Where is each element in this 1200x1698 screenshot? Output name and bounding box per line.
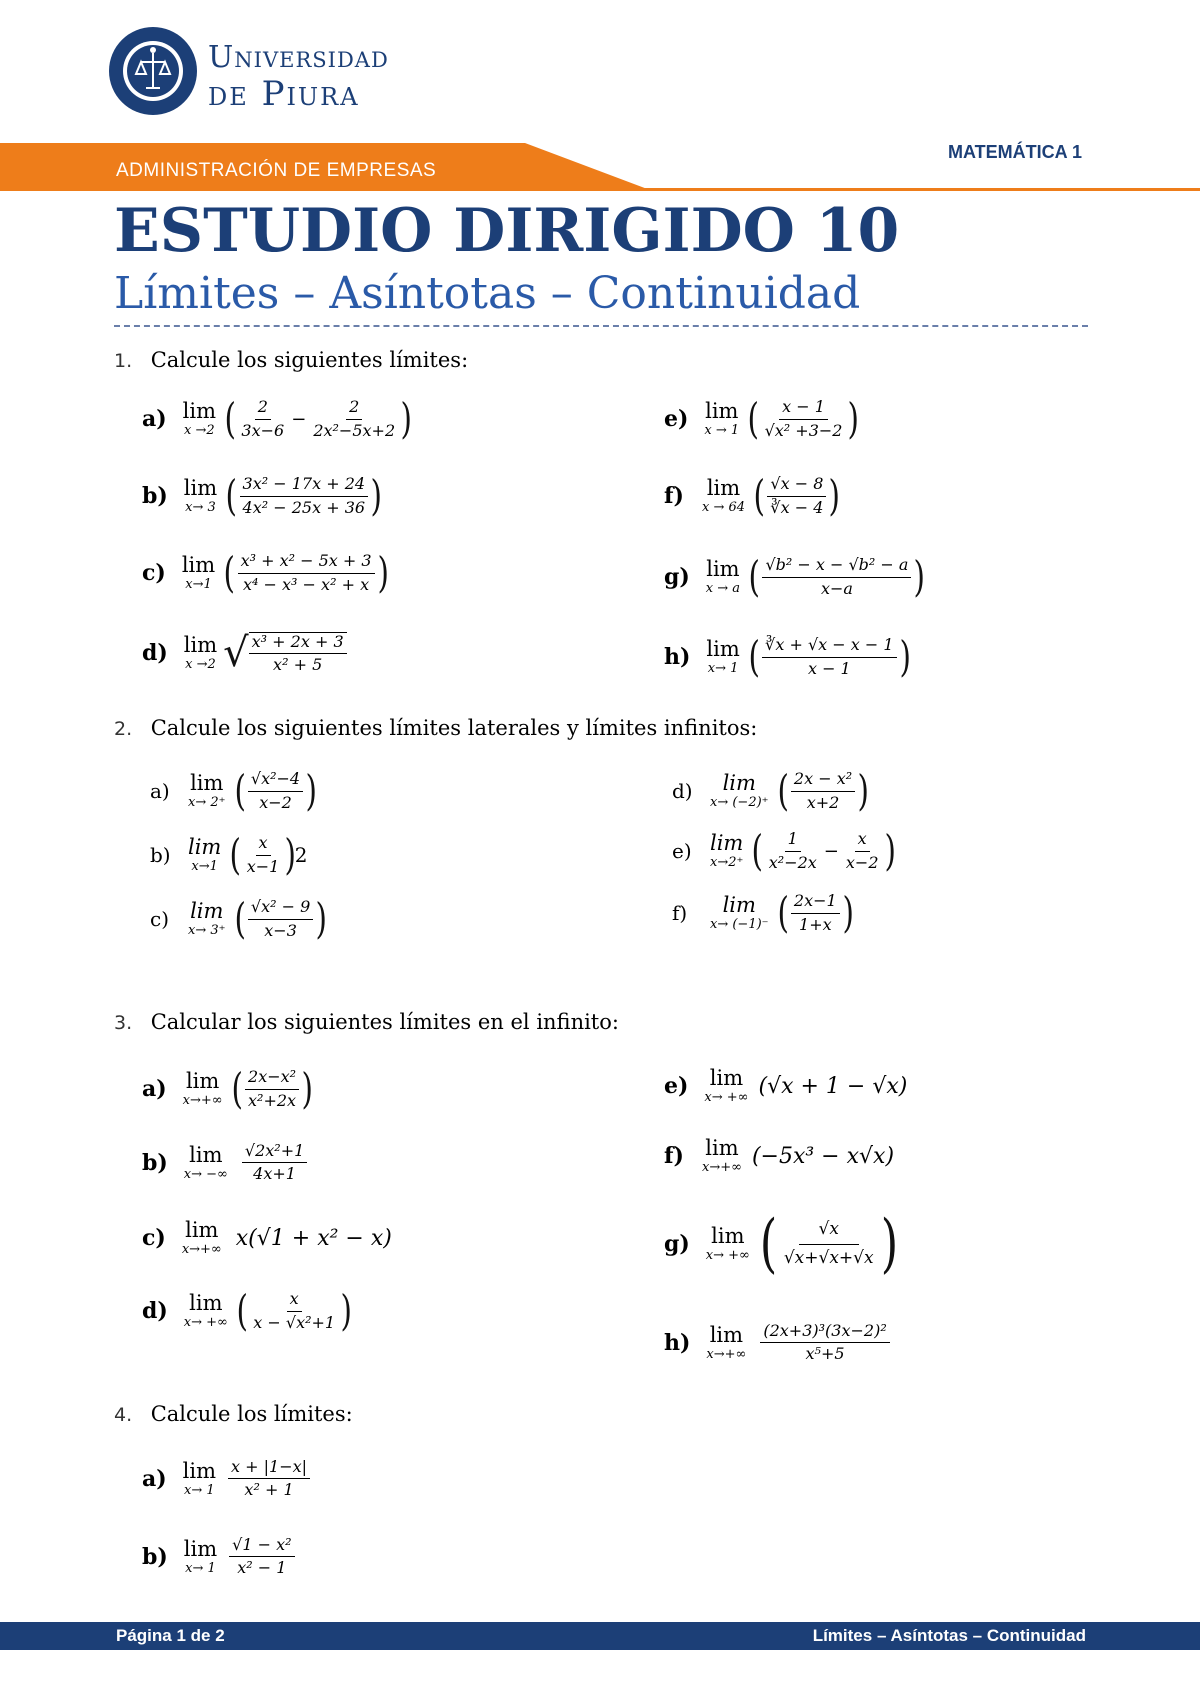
limit-operator: lim x→ 2⁺ [188, 771, 226, 810]
fraction: $\frac{\text{2x−x²}}{\text{x²+2x}}$ [245, 1068, 299, 1110]
question-3-heading [114, 1010, 619, 1034]
limit-operator: lim x →2 [183, 633, 218, 673]
q2-item-e: e) lim x→2⁺ ( $\frac{1}{\text{x²−2x}}$ − $\frac{x}{x-2}$ ) [672, 826, 896, 875]
fraction: $\frac{\text{3x² − 17x + 24}}{\text{4x² − 25x + 36}}$ [240, 475, 369, 517]
expression: (√x + 1 − √x) [758, 1073, 908, 1099]
q4-item-a [142, 1458, 310, 1500]
fraction: $\frac{∛x + √x - x - 1}{x - 1}$ [762, 636, 896, 678]
q3-item-e [664, 1068, 907, 1104]
limit-operator: lim x→+∞ [702, 1136, 742, 1175]
q1-item-c: c) lim x→1 ( $\frac{\text{x³ + x² − 5x + 3}}{\text{x⁴ − x³ − x² + x}}$ ) [142, 548, 389, 597]
limit-operator: lim x→ +∞ [704, 1066, 749, 1105]
fraction: $\frac{2}{3x-6}$ [241, 397, 285, 440]
question-text: Calcule los siguientes límites laterales y límites infinitos: [150, 716, 758, 740]
fraction: $\frac{√x - 8}{∛x - 4}$ [767, 475, 826, 517]
question-text: Calcular los siguientes límites en el infinito: [150, 1010, 619, 1034]
fraction: $\frac{\text{√1 − x²}}{\text{x² − 1}}$ [229, 1536, 294, 1578]
exponent: 2 [294, 843, 308, 867]
university-seal-icon [108, 26, 198, 116]
q2-item-d: d) lim x→ (−2)⁺ ( $\frac{\text{2x − x²}}{x+2}$ ) [672, 766, 870, 815]
limit-operator: lim x → 1 [704, 399, 740, 438]
q1-item-g: g) lim x → a ( $\frac{\text{√b² − x − √b² − a}}{x-a}$ ) [664, 552, 926, 601]
fraction: $\frac{\text{√x²−4}}{x-2}$ [248, 770, 303, 812]
item-label: a) [142, 1465, 167, 1492]
item-label: g) [664, 1231, 690, 1257]
item-label: h) [664, 644, 691, 670]
item-label: f) [672, 901, 688, 925]
fraction: $\frac{x - 1}{\text{√x² +3−2}}$ [764, 397, 843, 440]
item-label: d) [142, 1298, 168, 1324]
course-label: MATEMÁTICA 1 [948, 142, 1082, 162]
q1-item-b: b) lim x→ 3 ( $\frac{\text{3x² − 17x + 24}}{\text{4x² − 25x + 36}}$ ) [142, 471, 382, 520]
item-label: b) [142, 1149, 168, 1176]
item-label: e) [664, 406, 689, 432]
page-title: ESTUDIO DIRIGIDO 10 [114, 196, 900, 266]
title-divider [114, 325, 1088, 327]
q1-item-d: d) lim x →2 √ $\frac{\text{x³ + 2x + 3}}{\text{x² + 5}}$ [142, 632, 347, 675]
item-label: a) [142, 1076, 167, 1102]
fraction: $\frac{\text{x³ + 2x + 3}}{\text{x² + 5}}$ [249, 632, 347, 675]
question-number: 3. [114, 1012, 133, 1034]
q1-item-h: h) lim x→ 1 ( $\frac{∛x + √x - x - 1}{x - 1}$ ) [664, 632, 911, 681]
footer-page-number: Página 1 de 2 [116, 1626, 225, 1645]
q3-item-d: d) lim x→ +∞ ( $\frac{x}{\text{x − √x²+1}}$ ) [142, 1286, 353, 1335]
fraction: $\frac{1}{\text{x²−2x}}$ [768, 829, 817, 872]
question-4-heading [114, 1402, 353, 1426]
item-label: h) [664, 1329, 691, 1356]
limit-operator: lim x→2⁺ [710, 831, 744, 870]
item-label: f) [664, 483, 684, 509]
limit-operator: lim x →2 [182, 399, 217, 438]
q1-item-a: a) lim x →2 ( $\frac{2}{3x-6}$ − $\frac{2}{\text{2x²−5x+2}}$ ) [142, 394, 413, 443]
department-label: ADMINISTRACIÓN DE EMPRESAS [116, 160, 437, 181]
q2-item-f: f) lim x→ (−1)⁻ ( $\frac{2x-1}{1+x}$ ) [672, 888, 854, 937]
item-label: e) [672, 839, 692, 863]
logo-line-universidad: Universidad [208, 40, 389, 75]
fraction: $\frac{x}{x-2}$ [845, 829, 879, 872]
limit-operator: lim x→ 1 [183, 1536, 218, 1576]
page-subtitle: Límites – Asíntotas – Continuidad [114, 268, 861, 319]
q1-item-e: e) lim x → 1 ( $\frac{x - 1}{\text{√x² +3−2}}$ ) [664, 394, 860, 443]
limit-operator: lim x→ 1 [706, 637, 740, 676]
question-number: 1. [114, 350, 133, 372]
footer-topic: Límites – Asíntotas – Continuidad [812, 1626, 1086, 1645]
limit-operator: lim x→+∞ [182, 1069, 223, 1108]
item-label: b) [150, 843, 171, 867]
item-label: c) [142, 560, 166, 586]
item-label: b) [142, 483, 168, 509]
item-label: b) [142, 1543, 168, 1570]
q3-item-c [142, 1220, 392, 1256]
item-label: e) [664, 1073, 689, 1099]
question-text: Calcule los siguientes límites: [150, 348, 469, 372]
item-label: g) [664, 564, 690, 590]
q3-item-b [142, 1142, 307, 1184]
fraction: $\frac{\text{√b² − x − √b² − a}}{x-a}$ [762, 556, 911, 598]
item-label: d) [142, 640, 168, 667]
limit-operator: lim x→ 1 [182, 1458, 217, 1498]
fraction: $\frac{\text{2x − x²}}{x+2}$ [791, 770, 855, 812]
limit-operator: lim x→ −∞ [183, 1142, 228, 1182]
limit-operator: lim x→ (−1)⁻ [710, 893, 769, 932]
q2-item-a: a) lim x→ 2⁺ ( $\frac{\text{√x²−4}}{x-2}$ ) [150, 766, 318, 815]
question-2-heading [114, 716, 757, 740]
item-label: c) [142, 1225, 166, 1251]
item-label: a) [150, 779, 170, 803]
q1-item-f: f) lim x → 64 ( $\frac{√x - 8}{∛x - 4}$ ) [664, 471, 841, 520]
q2-item-b: b) lim x→1 ( $\frac{x}{x-1}$ ) 2 [150, 830, 308, 879]
item-label: f) [664, 1143, 684, 1169]
q3-item-g: g) lim x→ +∞ ( $\frac{√x}{√x+√x+√x}$ ) [664, 1207, 898, 1281]
fraction: $\frac{x + |1-x|}{\text{x² + 1}}$ [228, 1458, 310, 1500]
university-logo [108, 26, 389, 122]
limit-operator: lim x→ 3 [183, 476, 218, 515]
fraction: $\frac{2x-1}{1+x}$ [791, 892, 840, 934]
expression: (−5x³ − x√x) [751, 1143, 895, 1169]
question-number: 4. [114, 1404, 133, 1426]
fraction: $\frac{x}{\text{x − √x²+1}}$ [253, 1289, 336, 1332]
q3-item-h [664, 1322, 890, 1364]
expression: x(√1 + x² − x) [235, 1225, 392, 1251]
q4-item-b [142, 1536, 295, 1578]
limit-operator: lim x→ +∞ [705, 1224, 750, 1263]
limit-operator: lim x→ (−2)⁺ [710, 771, 769, 810]
limit-operator: lim x→+∞ [181, 1218, 222, 1257]
fraction: $\frac{\text{(2x+3)³(3x−2)²}}{\text{x⁵+5}}$ [760, 1322, 889, 1364]
fraction: $\frac{\text{√2x²+1}}{4x+1}$ [242, 1142, 307, 1184]
item-label: d) [672, 779, 693, 803]
question-1-heading [114, 348, 468, 372]
q3-item-a: a) lim x→+∞ ( $\frac{\text{2x−x²}}{\text{x²+2x}}$ ) [142, 1064, 313, 1113]
fraction: $\frac{2}{\text{2x²−5x+2}}$ [313, 397, 396, 440]
q3-item-f [664, 1138, 894, 1174]
fraction: $\frac{√x}{√x+√x+√x}$ [783, 1218, 874, 1268]
limit-operator: lim x→+∞ [706, 1322, 747, 1362]
question-text: Calcule los límites: [150, 1402, 353, 1426]
fraction: $\frac{\text{√x² − 9}}{x-3}$ [248, 898, 313, 940]
question-number: 2. [114, 718, 133, 740]
limit-operator: lim x → 64 [702, 476, 746, 515]
limit-operator: lim x → a [705, 557, 741, 596]
limit-operator: lim x→ 3⁺ [188, 899, 226, 938]
limit-operator: lim x→1 [181, 553, 216, 592]
fraction: $\frac{\text{x³ + x² − 5x + 3}}{\text{x⁴ − x³ − x² + x}}$ [238, 552, 375, 594]
logo-line-de-piura: de Piura [208, 74, 360, 114]
item-label: c) [150, 907, 170, 931]
limit-operator: lim x→ +∞ [183, 1291, 228, 1330]
item-label: a) [142, 406, 167, 432]
fraction: $\frac{x}{x-1}$ [246, 833, 280, 876]
limit-operator: lim x→1 [188, 835, 222, 874]
q2-item-c: c) lim x→ 3⁺ ( $\frac{\text{√x² − 9}}{x-3}$ ) [150, 894, 328, 943]
